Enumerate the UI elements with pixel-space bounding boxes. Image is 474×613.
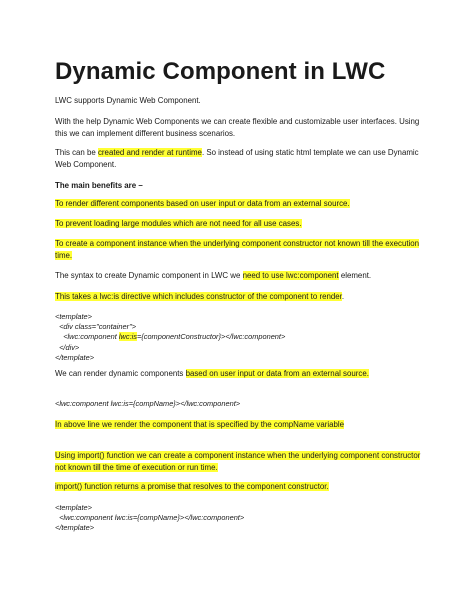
benefit-item: To render different components based on user input or data from an external source.	[55, 199, 350, 208]
code-block-template-2: <template> <lwc:component lwc:is={compName}></lwc:component> </template>	[55, 503, 245, 533]
page-title: Dynamic Component in LWC	[55, 58, 386, 85]
runtime-paragraph: This can be created and render at runtime. So instead of using static html template we can use Dynamic Web Component.	[55, 148, 419, 169]
import-paragraph: Using import() function we can create a component instance when the underlying component constructor not known till the time of execution or run time.	[55, 451, 421, 472]
code-line-component: <lwc:component lwc:is={compName}></lwc:component>	[55, 399, 241, 408]
benefits-heading: The main benefits are –	[55, 181, 143, 190]
help-paragraph: With the help Dynamic Web Components we can create flexible and customizable user interfaces. Using this we can implement different business scenarios.	[55, 117, 420, 138]
render-paragraph: We can render dynamic components based on user input or data from an external source.	[55, 369, 369, 378]
highlight-runtime: created and render at runtime	[97, 148, 202, 157]
highlight-user-input: based on user input or data from an external source.	[185, 369, 369, 378]
import-promise-paragraph: import() function returns a promise that resolves to the component constructor.	[55, 482, 329, 491]
benefit-item: To prevent loading large modules which are not need for all use cases.	[55, 219, 302, 228]
highlight-lwc-component: need to use lwc:component	[242, 271, 339, 280]
code-block-template: <template> <div class="container"> <lwc:component lwc:is={componentConstructor}></lwc:component> </div> </template>	[55, 312, 286, 362]
benefit-item: To create a component instance when the underlying component constructor not known till the execution time.	[55, 239, 420, 260]
above-line-paragraph: In above line we render the component that is specified by the compName variable	[55, 420, 345, 429]
syntax-paragraph: The syntax to create Dynamic component in LWC we need to use lwc:component element.	[55, 271, 372, 280]
directive-paragraph: This takes a lwc:is directive which includes constructor of the component to render.	[55, 292, 345, 301]
intro-paragraph: LWC supports Dynamic Web Component.	[55, 96, 201, 105]
highlight-lwc-is: lwc:is	[118, 332, 137, 342]
